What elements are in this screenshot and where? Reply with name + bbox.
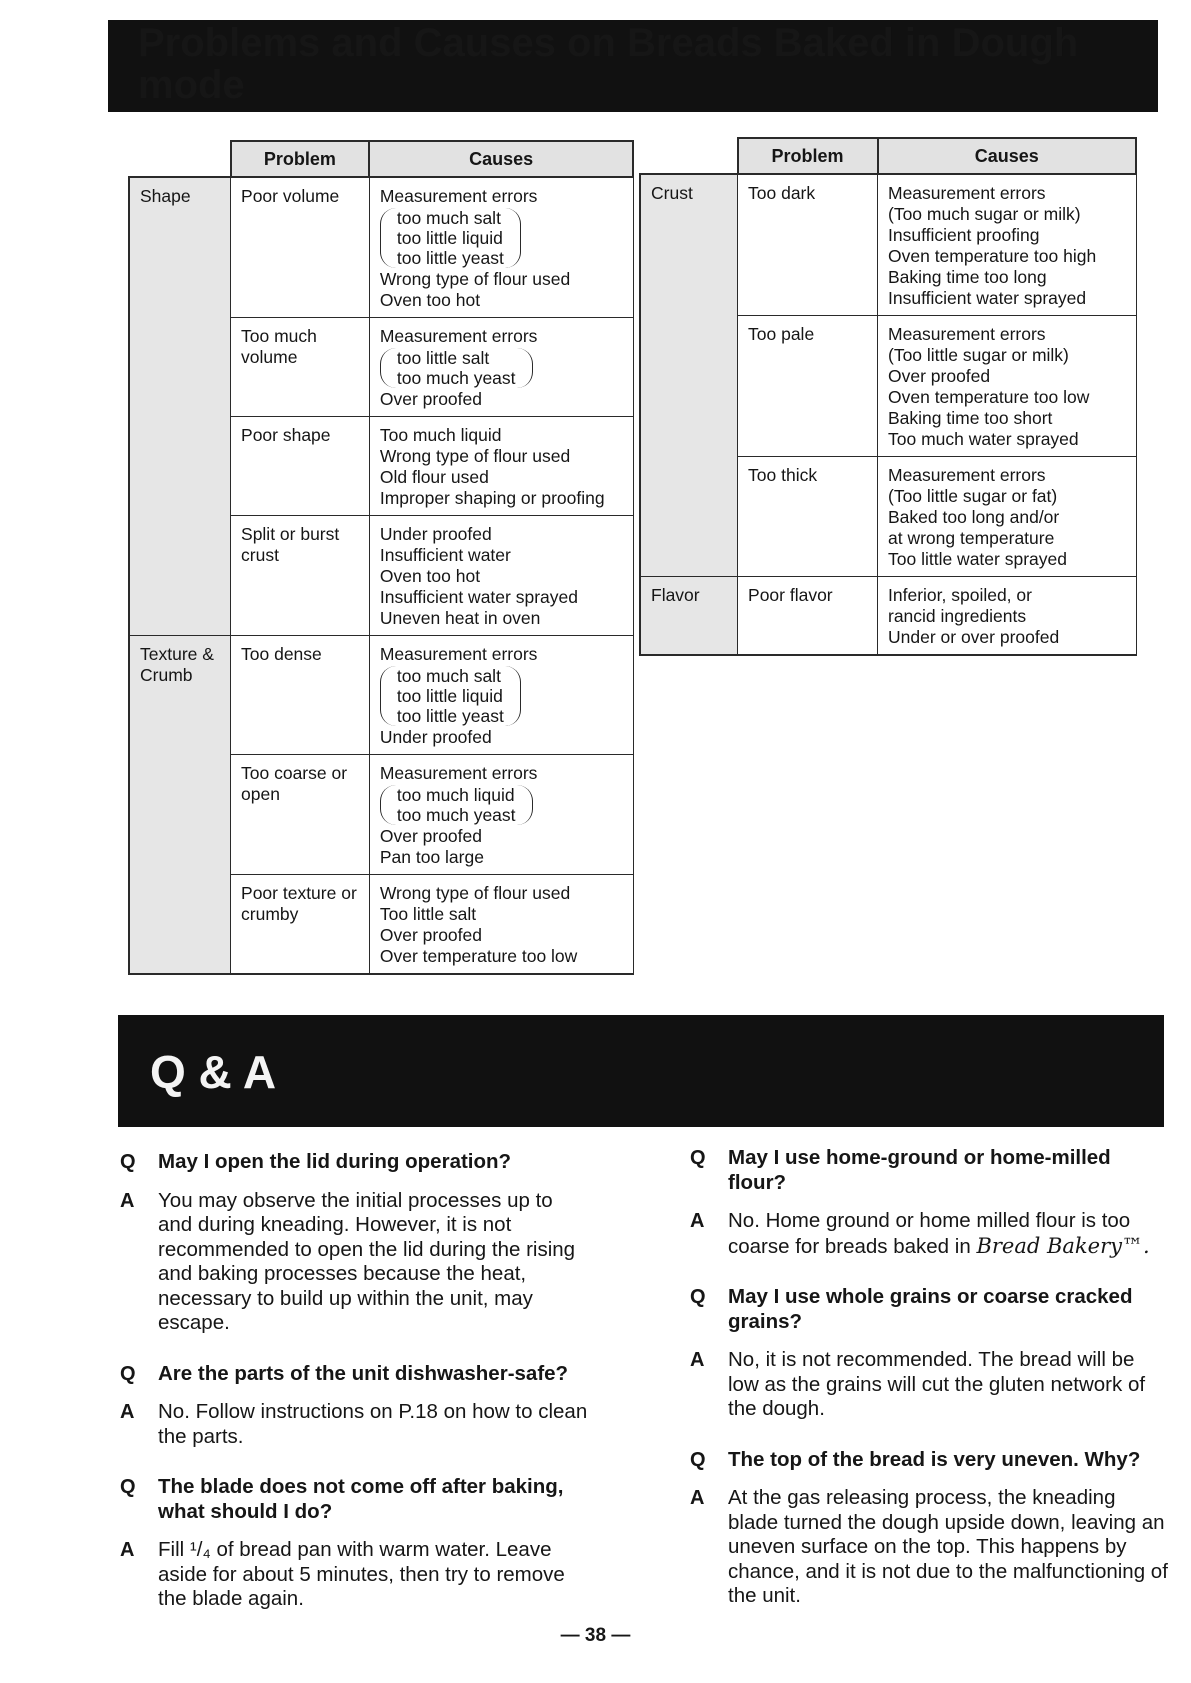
cause-item: Measurement errors [379,644,538,664]
table-row [129,875,633,975]
problem-cell: Poor volume [231,177,370,318]
cause-item: Over proofed [379,389,482,409]
category-cell [129,875,231,975]
cause-item: too much yeast [396,368,516,388]
cause-item: Insufficient water [379,545,511,565]
table-row [129,417,633,516]
answer-body: Fill ¹/₄ of bread pan with warm water. Leave aside for about 5 minutes, then try to remove the blade again. [158,1538,565,1610]
table-row [129,177,633,318]
answer-row [120,1400,590,1449]
answer-body: You may observe the initial processes up to and during kneading. However, it is not recommended to open the lid during the rising and baking processes because the heat, necessary to build up within the unit, may escape. [158,1188,576,1334]
cause-item: Measurement errors [888,324,1046,344]
category-cell: Texture & Crumb [129,636,231,755]
question-row [690,1285,1170,1334]
cause-item: too much yeast [396,805,516,825]
question-letter: Q [120,1151,136,1173]
qa-column-left [120,1150,590,1638]
cause-item: Old flour used [379,467,489,487]
cause-item: rancid ingredients [888,606,1027,626]
column-header-problem: Problem [231,141,370,177]
answer-letter: A [120,1539,135,1561]
category-cell [129,755,231,875]
spacer [690,1273,1170,1285]
page-number: — 38 — [560,1625,631,1646]
answer-body: At the gas releasing process, the kneading blade turned the dough upside down, leaving an uneven surface on the top. This happens by chance, and it is not due to the malfunctioning of the unit. [728,1486,1168,1607]
cause-item: Baking time too long [888,267,1047,287]
category-cell: Shape [129,177,231,318]
problem-cell: Poor flavor [738,577,878,656]
problems-table-left [128,140,634,975]
answer-text [728,1209,1170,1259]
answer-body: No, it is not recommended. The bread will be low as the grains will cut the gluten network of the dough. [728,1348,1146,1420]
problem-cell: Too thick [738,457,878,577]
answer-letter: A [690,1210,705,1232]
question-text: May I use home-ground or home-milled flour? [728,1146,1111,1194]
cause-item: Pan too large [379,847,484,867]
question-letter: Q [120,1476,136,1498]
answer-text [158,1538,590,1612]
cause-item: Over temperature too low [379,946,578,966]
parenthetical-causes [380,785,533,825]
cause-item: (Too much sugar or milk) [888,204,1081,224]
question-row [120,1475,590,1524]
table-row [129,516,633,636]
category-cell: Crust [640,174,738,316]
causes-cell [369,636,633,755]
question-text: May I open the lid during operation? [158,1150,512,1173]
answer-letter: A [690,1349,705,1371]
page-title: Problems and Causes on Breads Baked in Dough mode [138,21,1079,107]
table-row [640,174,1136,316]
cause-item: too little yeast [396,706,504,726]
causes-cell [878,577,1137,656]
parenthetical-causes [380,666,521,726]
causes-cell [878,457,1137,577]
cause-item: Insufficient water sprayed [888,288,1087,308]
column-header-causes: Causes [878,138,1137,174]
question-letter: Q [690,1147,706,1169]
question-letter: Q [690,1286,706,1308]
column-header-causes: Causes [369,141,633,177]
cause-item: too much salt [396,666,501,686]
answer-text [728,1348,1170,1422]
cause-item: Measurement errors [888,183,1046,203]
qa-title: Q & A [150,1046,277,1098]
cause-item: Wrong type of flour used [379,446,571,466]
problem-cell: Too much volume [231,318,370,417]
cause-item: Wrong type of flour used [379,269,571,289]
answer-letter: A [120,1401,135,1423]
cause-item: too little liquid [396,686,503,706]
category-cell: Flavor [640,577,738,656]
question-letter: Q [120,1362,136,1385]
answer-body: No. Follow instructions on P.18 on how to clean the parts. [158,1400,588,1448]
cause-item: Under proofed [379,524,492,544]
problem-cell: Too coarse or open [231,755,370,875]
question-row [120,1362,590,1387]
cause-item: Oven too hot [379,566,481,586]
problem-cell: Poor texture or crumby [231,875,370,975]
cause-item: Oven temperature too low [888,387,1090,407]
cause-item: Uneven heat in oven [379,608,541,628]
table-corner [640,138,738,174]
cause-item: too little liquid [396,228,503,248]
causes-cell [369,318,633,417]
cause-item: Over proofed [379,925,482,945]
causes-cell [878,174,1137,316]
cause-item: Too much liquid [379,425,502,445]
cause-item: Oven too hot [379,290,481,310]
qa-column-right [690,1146,1170,1635]
answer-letter: A [690,1487,705,1509]
category-cell [640,316,738,457]
question-text: The blade does not come off after baking, what should I do? [158,1475,564,1523]
problems-table-right [639,137,1137,656]
column-header-problem: Problem [738,138,878,174]
causes-cell [369,875,633,975]
cause-item: Baked too long and/or [888,507,1060,527]
answer-row [120,1189,590,1336]
parenthetical-causes [380,348,533,388]
cause-item: too little salt [396,348,490,368]
spacer [120,1350,590,1362]
cause-item: Over proofed [888,366,991,386]
question-row [690,1146,1170,1195]
cause-item: Too little water sprayed [888,549,1067,569]
question-letter: Q [690,1448,706,1471]
cause-item: too little yeast [396,248,504,268]
cause-item: Insufficient proofing [888,225,1040,245]
cause-item: Measurement errors [379,326,538,346]
answer-row [120,1538,590,1612]
cause-item: Improper shaping or proofing [379,488,605,508]
spacer [120,1463,590,1475]
cause-item: Under proofed [379,727,492,747]
cause-item: Oven temperature too high [888,246,1097,266]
answer-text [158,1400,590,1449]
cause-item: too much salt [396,208,501,228]
question-text: May I use whole grains or coarse cracked grains? [728,1285,1133,1333]
question-row [120,1150,590,1175]
cause-item: too much liquid [396,785,515,805]
causes-cell [369,755,633,875]
cause-item: Too much water sprayed [888,429,1079,449]
answer-row [690,1348,1170,1422]
cause-item: Too little salt [379,904,477,924]
question-row [690,1448,1170,1473]
cause-item: Over proofed [379,826,482,846]
cause-item: Measurement errors [379,186,538,206]
cause-item: Inferior, spoiled, or [888,585,1032,605]
causes-cell [369,177,633,318]
problem-cell: Too dense [231,636,370,755]
category-cell [129,516,231,636]
brand-name: Bread Bakery™. [976,1233,1150,1258]
parenthetical-causes [380,208,521,268]
answer-body: No. Home ground or home milled flour is too coarse for breads baked in [728,1209,1131,1258]
cause-item: Measurement errors [379,763,538,783]
table-row [129,318,633,417]
table-row [640,316,1136,457]
table-corner [129,141,231,177]
answer-row [690,1486,1170,1609]
causes-cell [878,316,1137,457]
problem-cell: Split or burst crust [231,516,370,636]
answer-text [158,1189,590,1336]
cause-item: Insufficient water sprayed [379,587,578,607]
cause-item: (Too little sugar or milk) [888,345,1069,365]
cause-item: Under or over proofed [888,627,1060,647]
answer-letter: A [120,1189,135,1212]
problem-cell: Too dark [738,174,878,316]
cause-item: Wrong type of flour used [379,883,571,903]
causes-cell [369,516,633,636]
problem-cell: Poor shape [231,417,370,516]
table-row [129,755,633,875]
cause-item: Measurement errors [888,465,1046,485]
table-row [640,577,1136,656]
causes-cell [369,417,633,516]
question-text: Are the parts of the unit dishwasher-safe? [158,1361,569,1385]
problem-cell: Too pale [738,316,878,457]
spacer [690,1436,1170,1448]
answer-text [728,1486,1170,1609]
cause-item: (Too little sugar or fat) [888,486,1058,506]
question-text: The top of the bread is very uneven. Why? [728,1447,1141,1471]
category-cell [129,318,231,417]
cause-item: Baking time too short [888,408,1053,428]
table-row [640,457,1136,577]
answer-row [690,1209,1170,1259]
category-cell [129,417,231,516]
table-row [129,636,633,755]
category-cell [640,457,738,577]
cause-item: at wrong temperature [888,528,1055,548]
